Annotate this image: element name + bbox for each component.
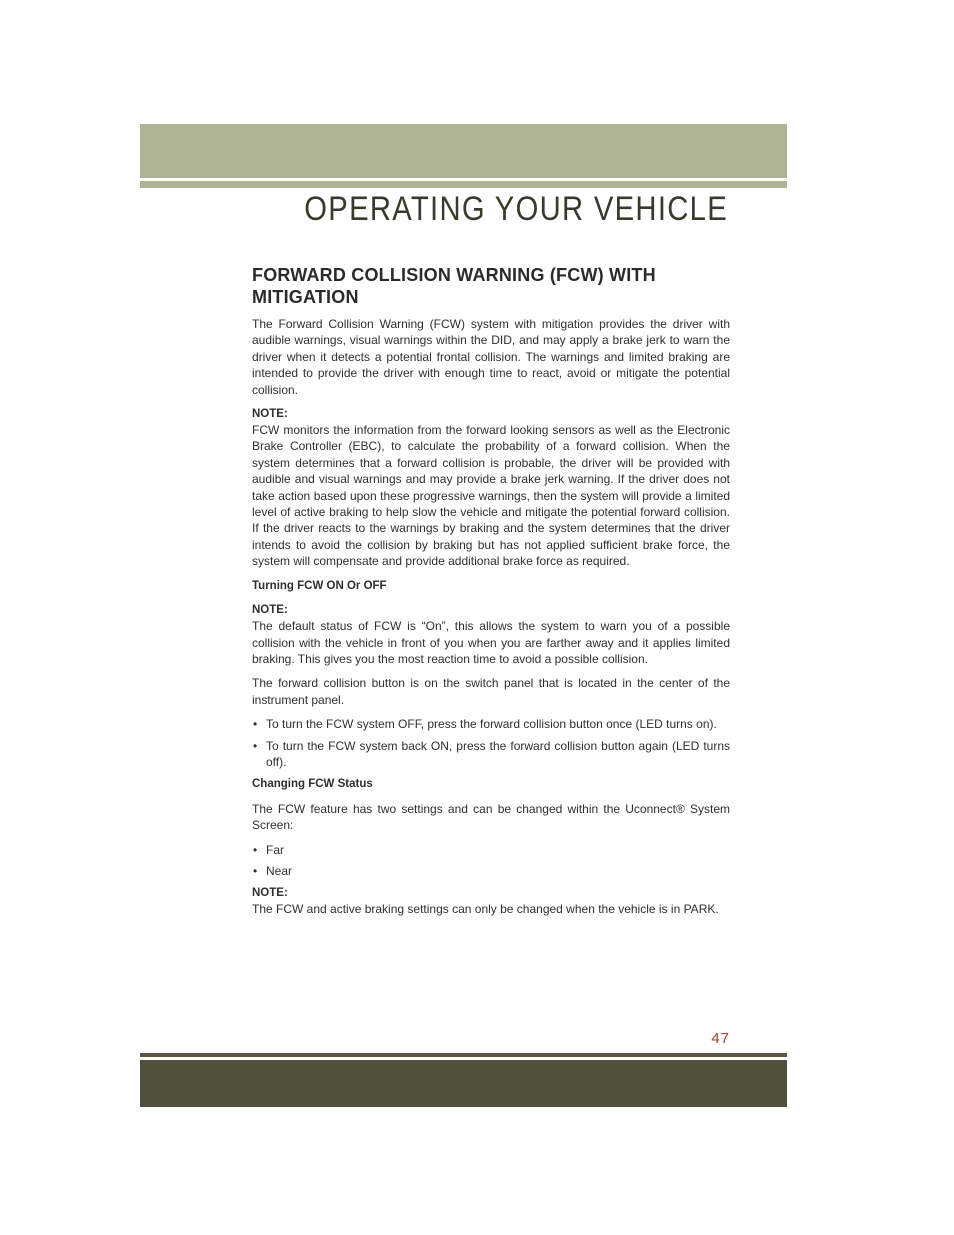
list-item [252, 716, 730, 732]
list-item [252, 842, 730, 858]
header-rule [140, 181, 787, 188]
note-text: FCW monitors the information from the forward looking sensors as well as the Electronic Brake Controller (EBC), to calculate the probability of a forward collision. When the system determines that a forward collision is probable, the driver will be provided with audible and visual warnings and may provide a brake jerk warning. If the driver does not take action based upon these progressive warnings, then the system will provide a limited level of active braking to help slow the vehicle and mitigate the potential forward collision. If the driver reacts to the warnings by braking and the system determines that the driver intends to avoid the collision by braking but has not applied sufficient brake force, the system will compensate and provide additional brake force as required. [252, 423, 730, 569]
note-label: NOTE: [252, 408, 288, 421]
footer-rule [140, 1053, 787, 1057]
toggle-instructions-list [252, 716, 730, 770]
subheading-turning-fcw: Turning FCW ON Or OFF [252, 579, 387, 592]
bullet-icon: • [253, 717, 258, 732]
note-text: The default status of FCW is “On”, this allows the system to warn you of a possible collision with the vehicle in front of you when you are farther away and it applies limited braking. This gives you the most reaction time to avoid a possible collision. [252, 619, 730, 666]
button-location-paragraph: The forward collision button is on the switch panel that is located in the center of the instrument panel. [252, 676, 730, 707]
header-band [140, 124, 787, 178]
list-item [252, 863, 730, 879]
bullet-icon: • [253, 863, 258, 878]
section-heading: FORWARD COLLISION WARNING (FCW) WITH MITIGATION [252, 265, 656, 307]
page-number: 47 [711, 1030, 730, 1047]
note-text: The FCW and active braking settings can only be changed when the vehicle is in PARK. [252, 902, 719, 917]
list-item-text: Near [266, 863, 293, 878]
bullet-icon: • [253, 738, 258, 753]
note-label: NOTE: [252, 604, 288, 617]
note-label: NOTE: [252, 887, 288, 900]
footer-band [140, 1060, 787, 1107]
list-item-text: Far [266, 842, 284, 857]
subheading-changing-fcw: Changing FCW Status [252, 778, 373, 791]
page-content [252, 264, 730, 926]
chapter-title: OPERATING YOUR VEHICLE [304, 190, 728, 228]
settings-paragraph: The FCW feature has two settings and can be changed within the Uconnect® System Screen: [252, 801, 730, 833]
intro-paragraph: The Forward Collision Warning (FCW) system with mitigation provides the driver with audible warnings, visual warnings within the DID, and may apply a brake jerk to warn the driver when it detects a potential frontal collision. The warnings and limited braking are intended to provide the driver with enough time to react, avoid or mitigate the potential collision. [252, 317, 730, 397]
bullet-icon: • [253, 842, 258, 857]
settings-list [252, 842, 730, 880]
list-item-text: To turn the FCW system OFF, press the forward collision button once (LED turns on). [266, 717, 717, 732]
list-item-text: To turn the FCW system back ON, press the forward collision button again (LED turns off). [266, 738, 730, 769]
list-item [252, 738, 730, 771]
